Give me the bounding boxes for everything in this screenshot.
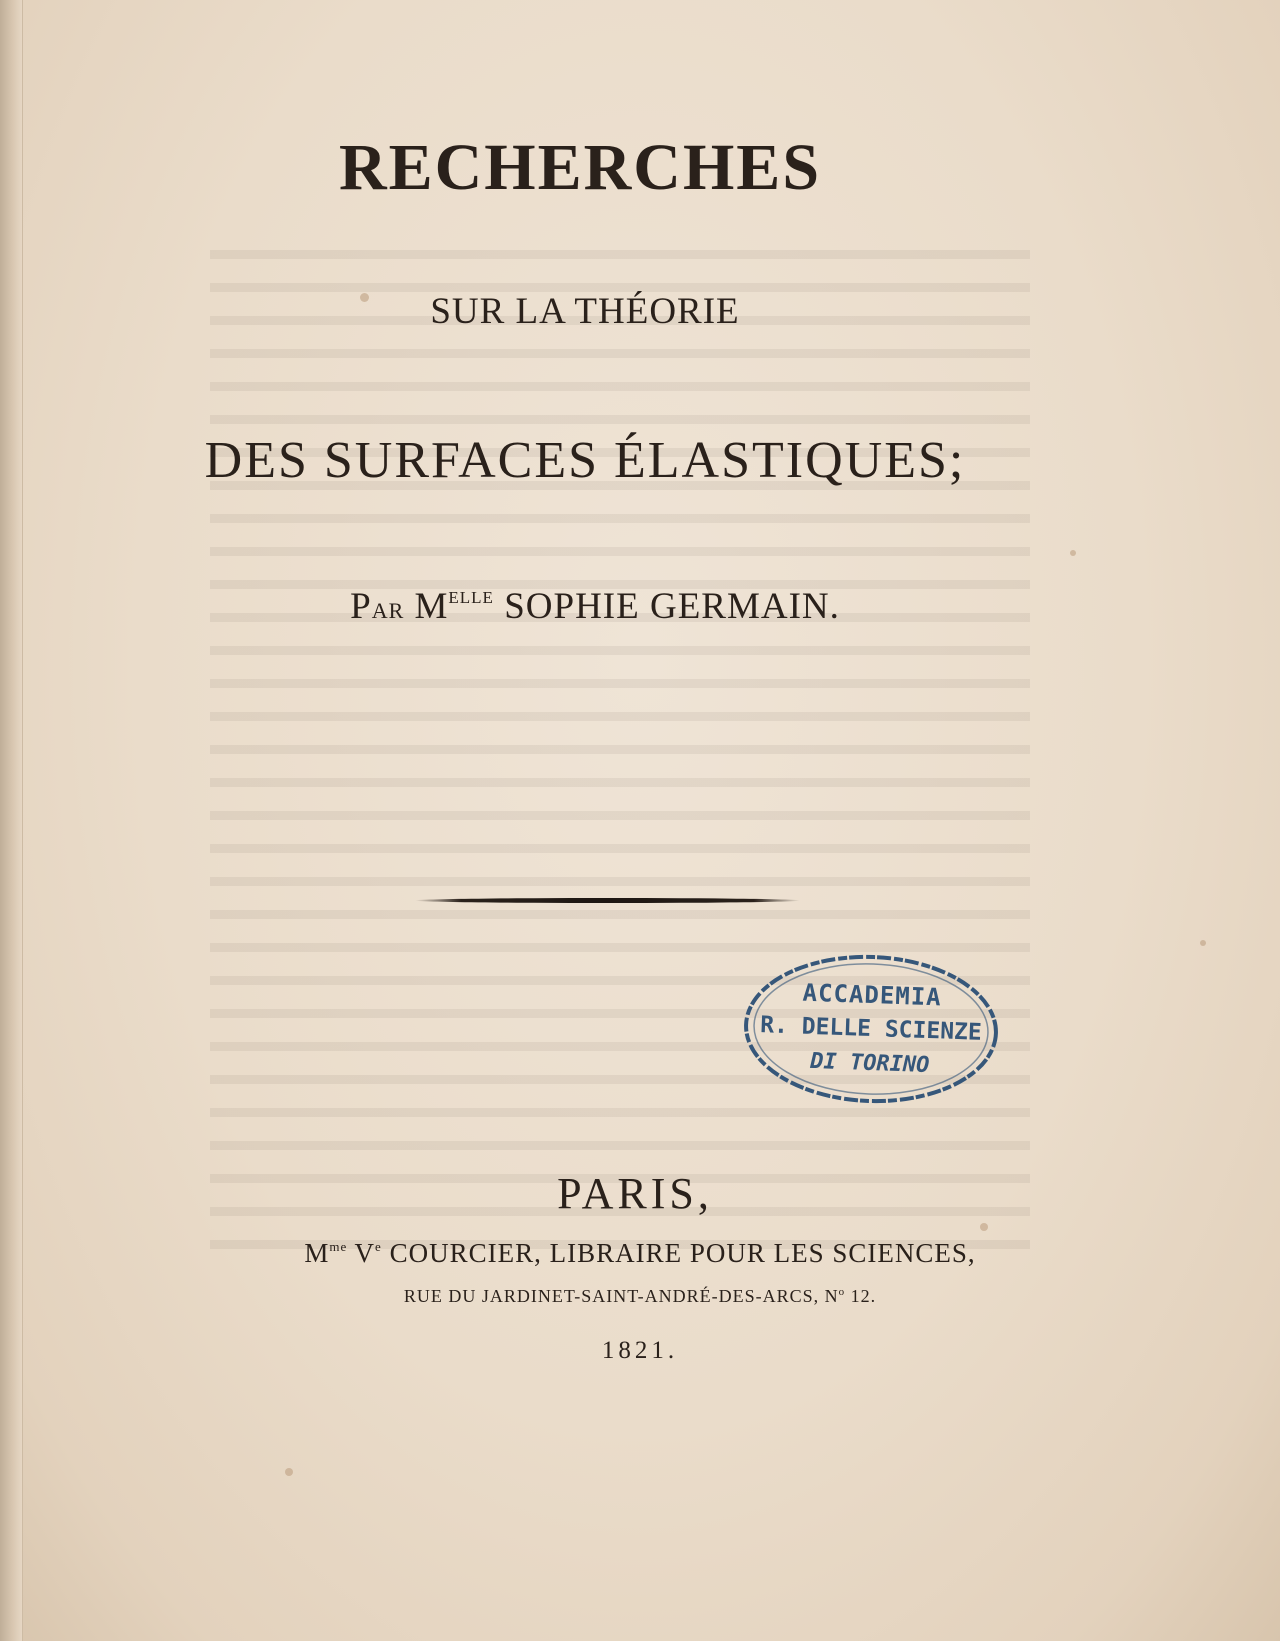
- publisher-m: M: [304, 1238, 330, 1268]
- address-sup: o: [838, 1286, 846, 1298]
- foxing-spot: [1200, 940, 1206, 946]
- imprint-place: PARIS,: [557, 1169, 713, 1218]
- author-prefix-initial: P: [350, 586, 372, 627]
- publisher-m-sup: me: [329, 1239, 348, 1254]
- title-recherches: RECHERCHES: [338, 131, 822, 204]
- publisher-name: COURCIER, LIBRAIRE POUR LES SCIENCES,: [389, 1238, 976, 1268]
- author-line: [0, 588, 1235, 625]
- publisher-v: V: [354, 1238, 376, 1268]
- foxing-spot: [1070, 550, 1076, 556]
- stamp-line-1: ACCADEMIA: [802, 978, 943, 1012]
- author-honorific-initial: M: [414, 586, 449, 627]
- title-sur-la-theorie: SUR LA THÉORIE: [430, 291, 740, 332]
- foxing-spot: [980, 1223, 988, 1231]
- author-name: SOPHIE GERMAIN.: [504, 586, 840, 627]
- ornamental-rule: [415, 898, 800, 903]
- author-honorific-sup: ELLE: [448, 588, 494, 607]
- author-prefix-rest: AR: [371, 598, 405, 623]
- imprint-year: 1821.: [601, 1337, 679, 1364]
- imprint-publisher: [0, 1240, 1280, 1267]
- stamp-line-3: DI TORINO: [809, 1048, 930, 1079]
- publisher-v-sup: e: [375, 1239, 382, 1254]
- library-stamp: [739, 949, 1002, 1110]
- address-main: RUE DU JARDINET-SAINT-ANDRÉ-DES-ARCS, N: [403, 1286, 839, 1306]
- title-des-surfaces-elastiques: DES SURFACES ÉLASTIQUES;: [204, 432, 966, 489]
- stamp-line-2: R. DELLE SCIENZE: [759, 1012, 983, 1046]
- book-spine: [0, 0, 23, 1641]
- imprint-address: [0, 1287, 1280, 1305]
- address-number: 12.: [850, 1286, 877, 1306]
- foxing-spot: [285, 1468, 293, 1476]
